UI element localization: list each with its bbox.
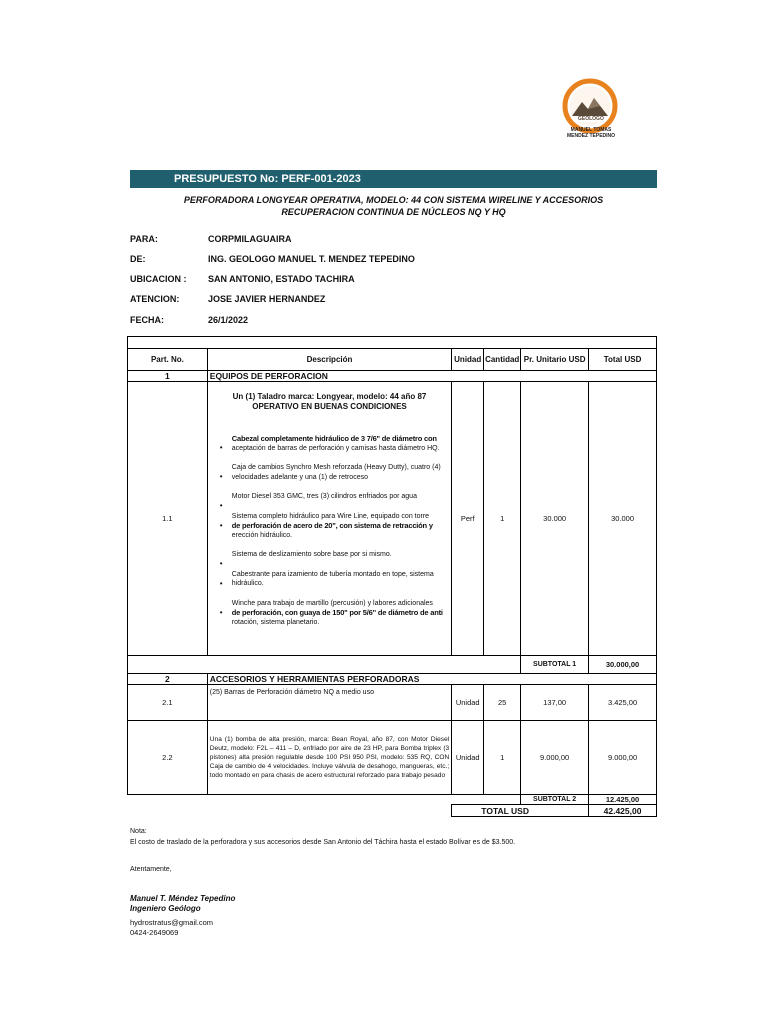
- item-unit: Unidad: [452, 685, 484, 721]
- bullet-text: • Winche para trabajo de martillo (percusión) y labores adicionales: [231, 599, 433, 607]
- item-title-line1: Un (1) Taladro marca: Longyear, modelo: 44 año 87: [232, 392, 427, 401]
- item-description: Una (1) bomba de alta presión, marca: Bean Royal, año 87, con Motor Diesel Deutz, modelo: F2L – 411 – D, enfriado por aire de 23 HP, para Bomba triplex (3 pistones) alta presión regulable desde 100 PSI 950 PSI, modelo: 535 RQ, CON Caja de cambio de 4 velocidades. Incluye válvula de desahogo, mangueras, etc.; todo montado en para chasis de acero estructural reforzado para trabajo pesado: [207, 721, 451, 795]
- section2-number: 2: [128, 674, 208, 685]
- item-price: 30.000: [521, 382, 589, 656]
- ubicacion-label: UBICACION :: [130, 274, 187, 284]
- total-row: [128, 805, 657, 817]
- bullet-text: erección hidráulico.: [231, 531, 293, 539]
- item-number: 1.1: [128, 382, 208, 656]
- bullet-text: aceptación de barras de perforación y camisas hasta diámetro HQ.: [231, 444, 440, 452]
- table-header-row: [128, 349, 657, 371]
- item-total: 30.000: [589, 382, 657, 656]
- list-item: [214, 512, 445, 541]
- section1-number: 1: [128, 371, 208, 382]
- contact-email: hydrostratus@gmail.com: [130, 918, 214, 927]
- closing-text: Atentamente,: [130, 866, 172, 873]
- table-row: [128, 721, 657, 795]
- bullet-text-strong: de perforación, con guaya de 150" por 5/6" de diámetro de anti: [231, 608, 443, 617]
- bullet-text-strong: de perforación de acero de 20", con sistema de retracción y: [231, 521, 433, 530]
- subtotal-row: [128, 656, 657, 674]
- list-item: [214, 434, 445, 453]
- col-price-header: Pr. Unitario USD: [521, 349, 589, 371]
- section-row: [128, 371, 657, 382]
- bullet-text: • Cabestrante para izamiento de tubería montado en tope, sistema hidráulico.: [231, 570, 434, 587]
- quote-table: [127, 336, 657, 817]
- total-value: 42.425,00: [589, 805, 657, 817]
- subtotal2-value: 12.425,00: [589, 795, 657, 805]
- col-part-header: Part. No.: [128, 349, 208, 371]
- para-value: CORPMILAGUAIRA: [208, 234, 292, 244]
- fecha-value: 26/1/2022: [208, 315, 249, 325]
- list-item: [214, 570, 445, 589]
- atencion-label: ATENCION:: [130, 294, 180, 304]
- de-value: ING. GEOLOGO MANUEL T. MENDEZ TEPEDINO: [208, 254, 415, 264]
- item-number: 2.1: [128, 685, 208, 721]
- bullet-text: • Sistema de deslizamiento sobre base por si mismo.: [231, 551, 392, 558]
- item-description: (25) Barras de Perforación diámetro NQ a medio uso: [207, 685, 451, 721]
- item-number: 2.2: [128, 721, 208, 795]
- col-total-header: Total USD: [589, 349, 657, 371]
- item-price: 9.000,00: [521, 721, 589, 795]
- logo-caption-line2: MENDEZ TEPEDINO: [566, 133, 616, 139]
- item-price: 137,00: [521, 685, 589, 721]
- item-qty: 25: [484, 685, 521, 721]
- contact-phone: 0424-2649069: [130, 928, 179, 937]
- subtitle-line1: PERFORADORA LONGYEAR OPERATIVA, MODELO: 44 CON SISTEMA WIRELINE Y ACCESORIOS: [183, 195, 604, 205]
- logo-wordmark: GEOLOGO: [578, 116, 604, 122]
- note-label: Nota:: [130, 828, 147, 835]
- section-row: [128, 674, 657, 685]
- col-qty-header: Cantidad: [484, 349, 521, 371]
- subtotal1-value: 30.000,00: [589, 656, 657, 674]
- item-total: 9.000,00: [589, 721, 657, 795]
- table-row: [128, 685, 657, 721]
- section1-title: EQUIPOS DE PERFORACION: [207, 371, 656, 382]
- signature-title: Ingeniero Geólogo: [130, 904, 201, 913]
- atencion-value: JOSE JAVIER HERNANDEZ: [208, 294, 326, 304]
- logo-caption: [548, 127, 634, 139]
- col-desc-header: Descripción: [207, 349, 451, 371]
- bullet-text: • Sistema completo hidráulico para Wire Line, equipado con torre: [231, 512, 430, 520]
- fecha-label: FECHA:: [130, 315, 164, 325]
- list-item: [214, 599, 445, 628]
- quote-subtitle: [130, 194, 657, 218]
- table-top-spacer: [128, 337, 657, 349]
- quote-title: PRESUPUESTO No: PERF-001-2023: [130, 170, 657, 188]
- item-qty: 1: [484, 721, 521, 795]
- subtitle-line2: RECUPERACION CONTINUA DE NÚCLEOS NQ Y HQ: [281, 207, 506, 217]
- bullet-text: • Motor Diesel 353 GMC, tres (3) cilindros enfriados por agua: [231, 493, 417, 500]
- col-unit-header: Unidad: [452, 349, 484, 371]
- section2-title: ACCESORIOS Y HERRAMIENTAS PERFORADORAS: [207, 674, 656, 685]
- list-item: [214, 550, 445, 560]
- signature-name: Manuel T. Méndez Tepedino: [130, 894, 236, 903]
- item-title-line2: OPERATIVO EN BUENAS CONDICIONES: [252, 402, 407, 411]
- bullet-text: rotación, sistema planetario.: [231, 618, 320, 626]
- item-description: [207, 382, 451, 656]
- ubicacion-value: SAN ANTONIO, ESTADO TACHIRA: [208, 274, 355, 284]
- table-row: [128, 382, 657, 656]
- item-unit: Perf: [452, 382, 484, 656]
- note-text: El costo de traslado de la perforadora y sus accesorios desde San Antonio del Táchira hasta el estado Bolívar es de $3.500.: [130, 839, 516, 846]
- para-label: PARA:: [130, 234, 158, 244]
- item-qty: 1: [484, 382, 521, 656]
- subtotal2-label: SUBTOTAL 2: [521, 795, 589, 805]
- item-unit: Unidad: [452, 721, 484, 795]
- item-title: [214, 392, 445, 412]
- list-item: [214, 463, 445, 482]
- total-label: TOTAL USD: [452, 805, 589, 817]
- de-label: DE:: [130, 254, 146, 264]
- subtotal1-label: SUBTOTAL 1: [521, 656, 589, 674]
- logo-caption-line1: MANUEL TOMAS: [570, 127, 612, 133]
- subtotal-row: [128, 795, 657, 805]
- list-item: [214, 492, 445, 502]
- item-total: 3.425,00: [589, 685, 657, 721]
- bullet-text-strong: • Cabezal completamente hidráulico de 3 7/6" de diámetro con: [231, 434, 437, 443]
- bullet-text: • Caja de cambios Synchro Mesh reforzada (Heavy Dutty), cuatro (4) velocidades adelante y una (1) de retroceso: [231, 464, 441, 481]
